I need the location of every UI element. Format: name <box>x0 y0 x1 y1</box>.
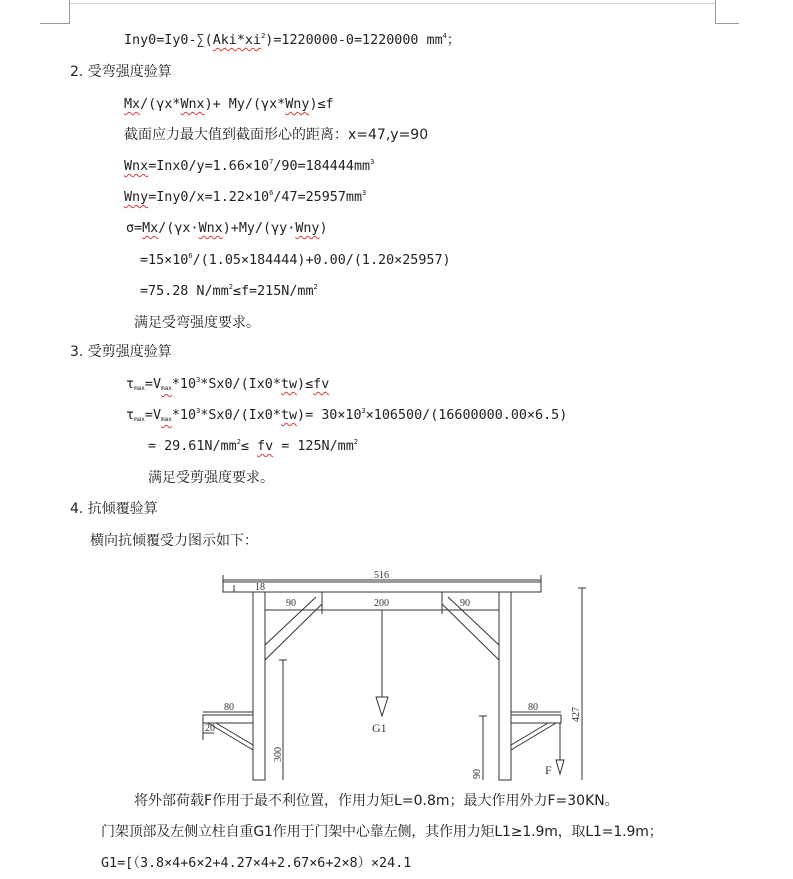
text-max-stress-distance: 截面应力最大值到截面形心的距离：x=47,y=90 <box>124 127 429 143</box>
text-external-load: 将外部荷载F作用于最不利位置，作用力矩L=0.8m；最大作用外力F=30KN。 <box>134 793 619 809</box>
formula-bending-condition: Mx/(γx*Wnx)+ My/(γx*Wny)≤f <box>124 97 334 112</box>
heading-overturning-check: 4. 抗倾覆验算 <box>70 501 158 517</box>
label-18: 18 <box>255 582 265 593</box>
label-80-left: 80 <box>224 702 234 713</box>
label-90-bottom: 90 <box>472 769 483 779</box>
left-bracket-beam <box>203 715 253 723</box>
right-bracket-beam <box>511 715 561 723</box>
formula-sigma-result: =75.28 $N/mm^2\le f=215N/mm^2$ <box>140 283 318 299</box>
formula-iny0: $Iny0=Iy0-\sum(Aki*xi^2)=1220000-0=1220000$ $mm^4$； <box>124 32 461 48</box>
label-90-left: 90 <box>286 598 296 609</box>
formula-shear-result: = $29.61N/mm^2\le$ fv = $125N/mm^2$ <box>148 438 358 454</box>
text-bending-satisfied: 满足受弯强度要求。 <box>134 315 260 331</box>
top-beam <box>223 582 541 592</box>
f-arrow-head <box>556 760 564 774</box>
right-bracket-brace-a <box>511 723 556 750</box>
right-bracket-brace-b <box>511 723 548 745</box>
formula-wny: $Wny=Iny0/x=1.22\times 10^6/47=25957mm^3$ <box>124 189 367 205</box>
left-bracket-brace-b <box>216 723 253 745</box>
left-brace-inner <box>265 604 322 660</box>
label-300: 300 <box>273 747 284 762</box>
formula-wnx: $Wnx=Inx0/y=1.66\times 10^7/90=184444mm^3$ <box>124 158 375 174</box>
heading-shear-check: 3. 受剪强度验算 <box>70 344 172 360</box>
heading-bending-check: 2. 受弯强度验算 <box>70 64 172 80</box>
g1-arrow-head <box>376 697 388 716</box>
formula-sigma-substitution: $=15\times 10^6/(1.05\times 184444)+0.00/(1.20\times 25957)$ <box>140 252 451 268</box>
formula-shear-substitution: $\tau_{max}=V_{max}*10^3*Sx0/(Ix0*tw)= 30\times 10^3\times 106500/(16600000.00\times 6.5)$ <box>126 407 568 423</box>
label-516: 516 <box>374 570 389 581</box>
formula-shear-condition: $\tau_{max}=V_{max}*10^3*Sx0/(Ix0*tw)\le fv$ <box>126 376 330 392</box>
right-brace-outer <box>448 597 499 645</box>
right-column <box>499 592 511 780</box>
text-overturning-diagram-intro: 横向抗倾覆受力图示如下： <box>90 533 258 549</box>
label-80-right: 80 <box>528 702 538 713</box>
text-shear-satisfied: 满足受剪强度要求。 <box>148 470 274 486</box>
label-90-right: 90 <box>460 598 470 609</box>
formula-sigma: σ=Mx/(γx·Wnx)+My/(γy·Wny) <box>126 221 328 236</box>
right-brace-inner <box>442 604 499 660</box>
text-self-weight-moment: 门架顶部及左侧立柱自重G1作用于门架中心靠左侧，其作用力矩L1≥1.9m，取L1=1.9m； <box>101 824 663 840</box>
label-g1: G1 <box>372 721 387 735</box>
label-f: F <box>545 763 552 777</box>
label-427: 427 <box>571 707 582 722</box>
left-column <box>253 592 265 780</box>
label-200: 200 <box>374 598 389 609</box>
formula-g1: G1=[（3.8×4+6×2+4.27×4+2.67×6+2×8）×24.1 <box>101 856 412 871</box>
label-20: 20 <box>205 723 215 734</box>
